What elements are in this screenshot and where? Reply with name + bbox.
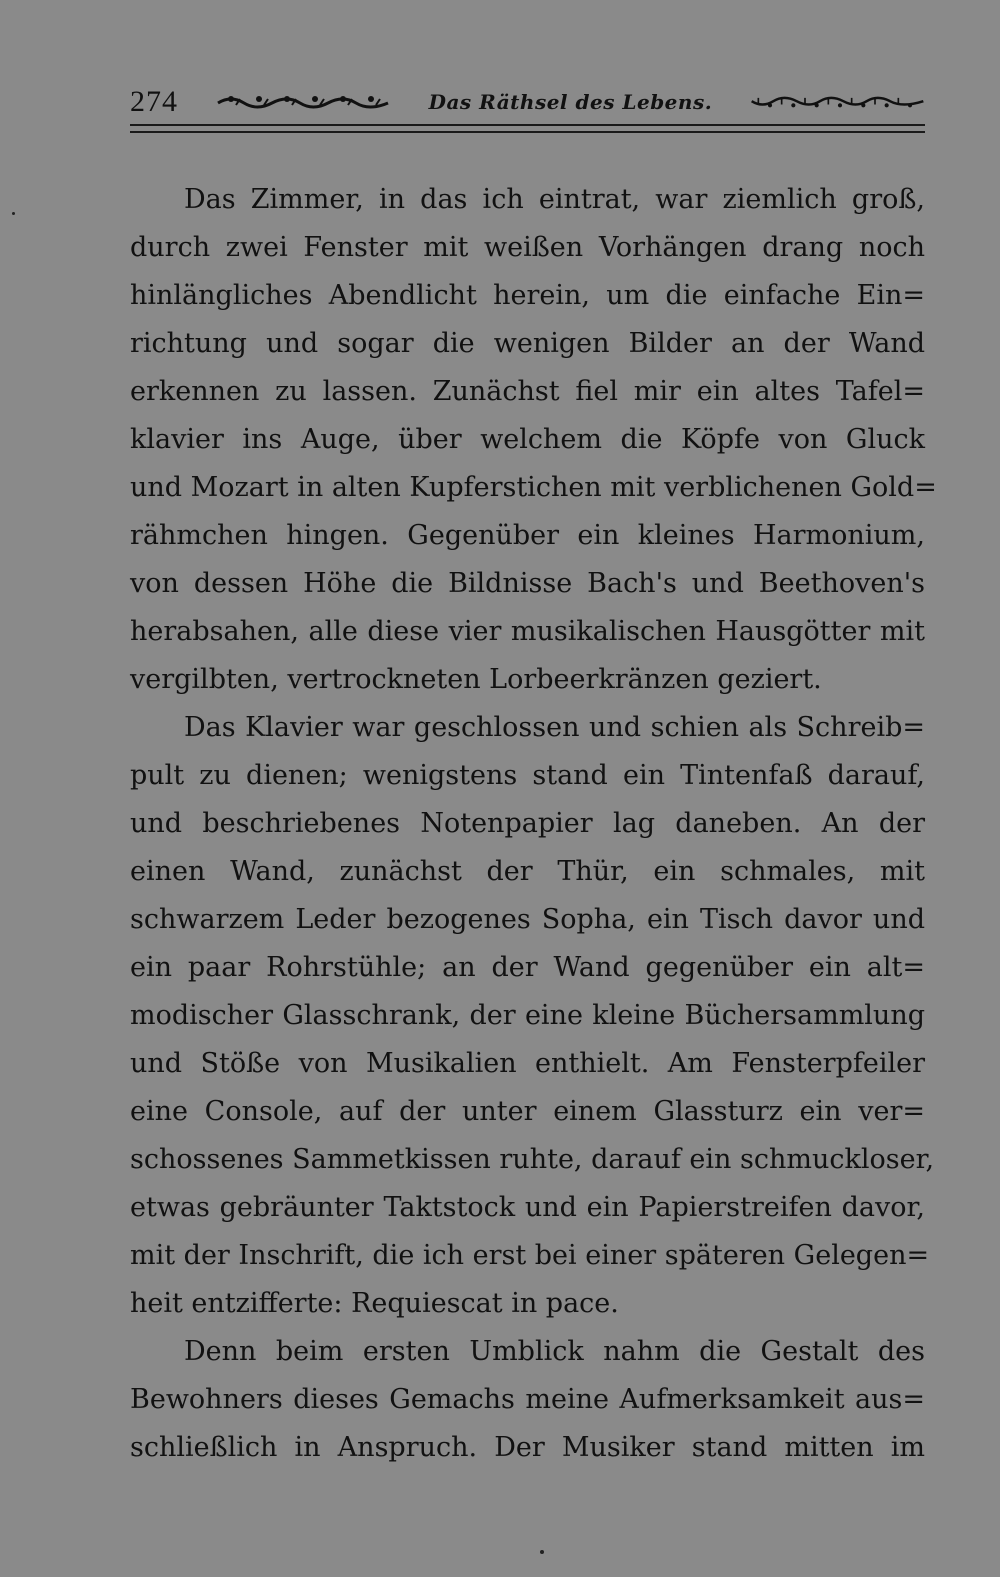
text-line: durch zwei Fenster mit weißen Vorhängen drang noch: [130, 232, 925, 263]
text-line: Bewohners dieses Gemachs meine Aufmerksamkeit aus=: [130, 1384, 925, 1415]
paragraph-1: [130, 176, 937, 704]
text-line: rähmchen hingen. Gegenüber ein kleines Harmonium,: [130, 520, 925, 551]
text-line: Das Zimmer, in das ich eintrat, war ziemlich groß,: [184, 184, 925, 215]
text-line: und Mozart in alten Kupferstichen mit verblichenen Gold=: [130, 472, 937, 503]
text-line: hinlängliches Abendlicht herein, um die einfache Ein=: [130, 280, 925, 311]
page-header: [130, 82, 925, 122]
text-line: schwarzem Leder bezogenes Sopha, ein Tisch davor und: [130, 904, 925, 935]
text-line: schossenes Sammetkissen ruhte, darauf ein schmuckloser,: [130, 1144, 935, 1175]
text-line: Denn beim ersten Umblick nahm die Gestalt des: [184, 1336, 925, 1367]
right-vine-ornament-icon: [750, 93, 925, 111]
header-rule-top: [130, 124, 925, 126]
text-line: schließlich in Anspruch. Der Musiker stand mitten im: [130, 1432, 925, 1463]
text-line: vergilbten, vertrockneten Lorbeerkränzen geziert.: [130, 664, 822, 695]
body-text: [130, 176, 937, 1472]
text-line: pult zu dienen; wenigstens stand ein Tintenfaß darauf,: [130, 760, 925, 791]
print-speck: [540, 1550, 544, 1554]
text-line: klavier ins Auge, über welchem die Köpfe von Gluck: [130, 424, 925, 455]
running-title: Das Räthsel des Lebens.: [428, 90, 713, 114]
text-line: richtung und sogar die wenigen Bilder an der Wand: [130, 328, 925, 359]
text-line: mit der Inschrift, die ich erst bei einer späteren Gelegen=: [130, 1240, 930, 1271]
text-line: und beschriebenes Notenpapier lag daneben. An der: [130, 808, 925, 839]
paragraph-2: [130, 704, 935, 1328]
header-rule-bottom: [130, 131, 925, 133]
text-line: Das Klavier war geschlossen und schien als Schreib=: [184, 712, 925, 743]
text-line: einen Wand, zunächst der Thür, ein schmales, mit: [130, 856, 925, 887]
text-line: herabsahen, alle diese vier musikalischen Hausgötter mit: [130, 616, 925, 647]
text-line: ein paar Rohrstühle; an der Wand gegenüber ein alt=: [130, 952, 925, 983]
text-line: erkennen zu lassen. Zunächst fiel mir ein altes Tafel=: [130, 376, 925, 407]
paragraph-3: [130, 1328, 925, 1472]
text-line: modischer Glasschrank, der eine kleine Büchersammlung: [130, 1000, 925, 1031]
text-line: von dessen Höhe die Bildnisse Bach's und Beethoven's: [130, 568, 925, 599]
page-number: 274: [130, 85, 178, 118]
left-vine-ornament-icon: [216, 93, 391, 111]
text-line: eine Console, auf der unter einem Glassturz ein ver=: [130, 1096, 925, 1127]
text-line: heit entzifferte: Requiescat in pace.: [130, 1288, 619, 1319]
text-line: etwas gebräunter Taktstock und ein Papierstreifen davor,: [130, 1192, 925, 1223]
text-line: und Stöße von Musikalien enthielt. Am Fensterpfeiler: [130, 1048, 925, 1079]
print-speck: [12, 212, 15, 215]
